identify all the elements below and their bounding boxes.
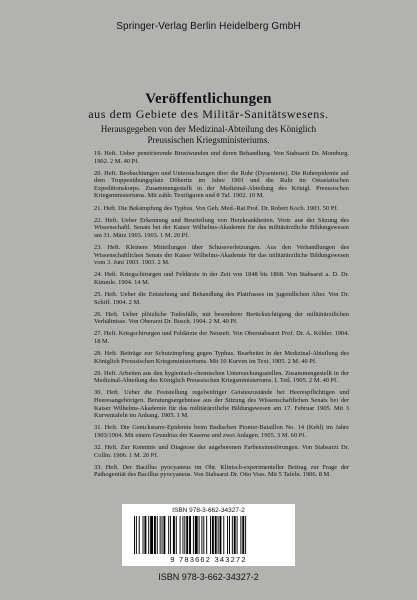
barcode-digits: 9 783662 343272 xyxy=(170,555,247,564)
barcode-bar xyxy=(148,516,149,554)
publisher-name: Springer-Verlag Berlin Heidelberg GmbH xyxy=(116,21,301,32)
barcode-graphic xyxy=(132,516,285,554)
isbn-footer: ISBN 978-3-662-34327-2 xyxy=(158,572,259,582)
editor-line-2: Preussischen Kriegsministeriums. xyxy=(147,135,270,145)
barcode-bar xyxy=(184,516,185,554)
barcode-bar xyxy=(218,516,219,554)
volume-entry: 27. Heft. Kriegschirurgen und Feldärzte der Neuzeit. Von Oberstabsarzt Prof. Dr. A. Köhler. 1904. 18 M. xyxy=(94,330,349,345)
barcode-bar xyxy=(223,516,224,554)
barcode-bar xyxy=(157,516,158,554)
volume-entry: 29. Heft. Arbeiten aus den hygienisch-chemischen Untersuchungsstellen. Zusammengestellt in der Medizinal-Abteilung des Königlich Preussischen Kriegsministeriums. I. Teil. 1905. 2 M. 40 Pf. xyxy=(94,369,349,385)
barcode-bar xyxy=(210,516,211,554)
barcode-bar xyxy=(139,516,140,554)
volume-entry: 24. Heft. Kriegschirurgen und Feldärzte in der Zeit von 1848 bis 1868. Von Stabsarzt a. D. Dr. Kimmle. 1904. 14 M. xyxy=(94,271,349,286)
volume-entry: 19. Heft. Ueber penetrierende Brustwunden und deren Behandlung. Von Stabsarzt Dr. Momburg. 1902. 2 M. 40 Pf. xyxy=(94,150,349,165)
barcode-bar xyxy=(234,516,236,554)
barcode-bar xyxy=(163,516,165,554)
volume-entry: 22. Heft. Ueber Erkennung und Beurteilung von Herzkrankheiten. Vortr. aus der Sitzung des Wissenschaftl. Senats bei der Kaiser Wilhelms-Akademie für das militärärztliche Bildungswesen am 31. März 1903. 1903. 1 M. 20 Pf. xyxy=(94,216,349,239)
barcode-bar xyxy=(220,516,222,554)
barcode-bar xyxy=(229,516,230,554)
volume-entry: 31. Heft. Die Genickstarre-Epidemie beim Badischen Pionier-Bataillon No. 14 (Kehl) im Jahre 1903/1904. Mit einem Grundriss der Kaserne und zwei Anlagen. 1905. 3 M. 60 Pf. xyxy=(94,424,349,439)
editor-line xyxy=(0,124,417,146)
volume-entry: 25. Heft. Ueber die Entstehung und Behandlung des Plattfusses im jugendlichen Alter. Von Dr. Schiff. 1904. 2 M. xyxy=(94,290,349,306)
volume-entry: 26. Heft. Ueber plötzliche Todesfälle, mit besonderer Berücksichtigung der militärärztlichen Verhältnisse. Von Oberarzt Dr. Busch. 1904. 2 M. 40 Pf. xyxy=(94,310,349,326)
barcode-bar xyxy=(176,516,177,554)
barcode-bar xyxy=(245,516,246,554)
volume-entry: 20. Heft. Beobachtungen und Untersuchungen über die Ruhr (Dysenterie). Die Ruhrepidemie auf dem Truppenübungsplatz Döberitz im Jahre 1901 und die Ruhr im Ostasiatischen Expeditionskorps. Zusammengestellt in der Medizinal-Abteilung des Königl. Preussischen Kriegsministeriums. Mit zahlr. Textfiguren und 8 Taf. 1902. 10 M. xyxy=(94,169,349,200)
barcode-bar xyxy=(206,516,207,554)
barcode-bar xyxy=(154,516,156,554)
barcode-bar xyxy=(168,516,169,554)
barcode-box xyxy=(122,504,295,566)
barcode-bar xyxy=(189,516,191,554)
barcode-bar xyxy=(199,516,200,554)
barcode-bar xyxy=(242,516,244,554)
barcode-bar xyxy=(182,516,183,554)
barcode-bar xyxy=(162,516,163,554)
barcode-bar xyxy=(180,516,181,554)
barcode-bar xyxy=(170,516,171,554)
barcode-bar xyxy=(144,516,146,554)
volume-entry: 30. Heft. Ueber die Feststellung regelwidriger Geisteszustände bei Heerespflichtigen und Heeresangehörigen. Beratungsergebnisse aus der Sitzung des Wissenschaftlichen Senats bei der Kaiser Wilhelms-Akademie für das militärärztliche Bildungswesen am 17. Februar 1905. Mit 3 Kurventafeln im Anhang. 1905. 1 M. xyxy=(94,389,349,420)
barcode-bar xyxy=(134,516,135,554)
barcode-bar xyxy=(232,516,233,554)
barcode-isbn-label: ISBN 978-3-662-34327-2 xyxy=(172,507,245,514)
barcode-bar xyxy=(160,516,161,554)
barcode-bar xyxy=(215,516,217,554)
barcode-bar xyxy=(186,516,188,554)
barcode-bar xyxy=(201,516,202,554)
barcode-bar xyxy=(237,516,238,554)
barcode-bar xyxy=(150,516,153,554)
barcode-bar xyxy=(173,516,175,554)
volume-list xyxy=(94,150,349,483)
barcode-bar xyxy=(193,516,194,554)
barcode-bar xyxy=(136,516,137,554)
editor-line-1: Herausgegeben von der Medizinal-Abteilung des Königlich xyxy=(100,124,317,134)
volume-entry: 21. Heft. Die Bekämpfung des Typhus. Von Geh. Med.-Rat Prof. Dr. Robert Koch. 1903. 50 Pf. xyxy=(94,204,338,212)
barcode-bar xyxy=(227,516,228,554)
barcode-bar xyxy=(195,516,198,554)
volume-entry: 23. Heft. Kleinere Mitteilungen über Schussverletzungen. Aus den Verhandlungen des Wissenschaftlichen Senats der Kaiser Wilhelms-Akademie für das militärärztliche Bildungswesen vom 3. Juni 1903. 1903. 2 M. xyxy=(94,243,349,267)
barcode-bar xyxy=(143,516,144,554)
barcode-bar xyxy=(240,516,241,554)
volume-entry: 28. Heft. Beiträge zur Schutzimpfung gegen Typhus. Bearbeitet in der Medizinal-Abteilung des Königlich Preussischen Kriegsministeriums. Mit 10 Kurven im Text. 1905. 2 M. 40 Pf. xyxy=(94,349,349,365)
volume-entry: 32. Heft. Zur Kenntnis und Diagnose der angeborenen Farbensinnstörungen. Von Stabsarzt Dr. Collin. 1906. 1 M. 20 Pf. xyxy=(94,443,349,459)
series-title: Veröffentlichungen xyxy=(145,91,272,107)
barcode-bar xyxy=(203,516,204,554)
volume-entry: 33. Heft. Der Bacillus pyocyaneus im Ohr. Klinisch-experimenteller Beitrag zur Frage der Pathogenität des Bacillus pyocyaneus. Von Stabsarzt Dr. Otto Voss. Mit 5 Tafeln. 1906. 8 M. xyxy=(94,463,349,479)
barcode-bar xyxy=(212,516,214,554)
series-subtitle: aus dem Gebiete des Militär-Sanitätswesens. xyxy=(88,107,329,121)
